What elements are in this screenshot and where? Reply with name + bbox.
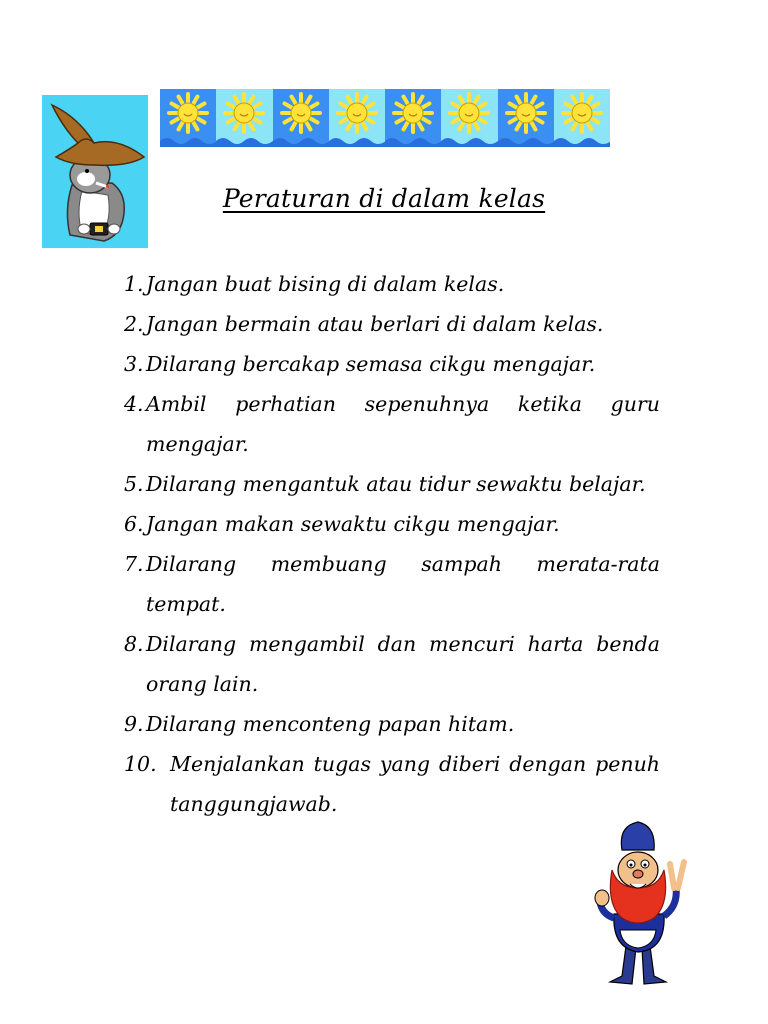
sun-icon: [554, 89, 610, 147]
rule-number: 6.: [124, 512, 144, 536]
rule-item: [124, 264, 660, 304]
rule-item: [124, 384, 660, 464]
rule-item: [124, 544, 660, 624]
rule-text: Dilarang mengambil dan mencuri harta benda orang lain.: [146, 632, 660, 696]
rules-list: [124, 264, 660, 824]
cartoon-red-bearded-man-icon: [592, 818, 696, 988]
rule-item: [124, 304, 660, 344]
rule-item: [124, 344, 660, 384]
rule-number: 7.: [124, 552, 144, 576]
rule-text: Jangan makan sewaktu cikgu mengajar.: [146, 512, 560, 536]
sun-icon: [385, 89, 441, 147]
sun-icon: [273, 89, 329, 147]
rule-item: [124, 744, 660, 824]
rule-text: Menjalankan tugas yang diberi dengan penuh tanggungjawab.: [170, 752, 660, 816]
rule-text: Dilarang mengantuk atau tidur sewaktu belajar.: [146, 472, 646, 496]
rule-item: [124, 504, 660, 544]
rule-number: 9.: [124, 712, 144, 736]
sun-icon: [160, 89, 216, 147]
rule-number: 3.: [124, 352, 144, 376]
rule-item: [124, 704, 660, 744]
cartoon-cat-sombrero-icon: [42, 95, 148, 248]
sun-border-icon: [160, 89, 610, 147]
sun-icon: [441, 89, 497, 147]
rule-text: Dilarang bercakap semasa cikgu mengajar.: [146, 352, 596, 376]
sun-icon: [216, 89, 272, 147]
rule-number: 8.: [124, 632, 144, 656]
sun-icon: [329, 89, 385, 147]
page-title: Peraturan di dalam kelas: [222, 184, 546, 213]
rule-number: 5.: [124, 472, 144, 496]
rule-number: 4.: [124, 392, 144, 416]
rule-number: 1.: [124, 272, 144, 296]
rule-text: Dilarang membuang sampah merata-rata tempat.: [146, 552, 660, 616]
rule-text: Jangan bermain atau berlari di dalam kelas.: [146, 312, 604, 336]
rule-text: Dilarang menconteng papan hitam.: [146, 712, 515, 736]
rule-item: [124, 624, 660, 704]
rule-text: Jangan buat bising di dalam kelas.: [146, 272, 505, 296]
sun-icon: [498, 89, 554, 147]
rule-number: 2.: [124, 312, 144, 336]
rule-number: 10.: [124, 752, 157, 776]
rule-item: [124, 464, 660, 504]
rule-text: Ambil perhatian sepenuhnya ketika guru mengajar.: [146, 392, 660, 456]
